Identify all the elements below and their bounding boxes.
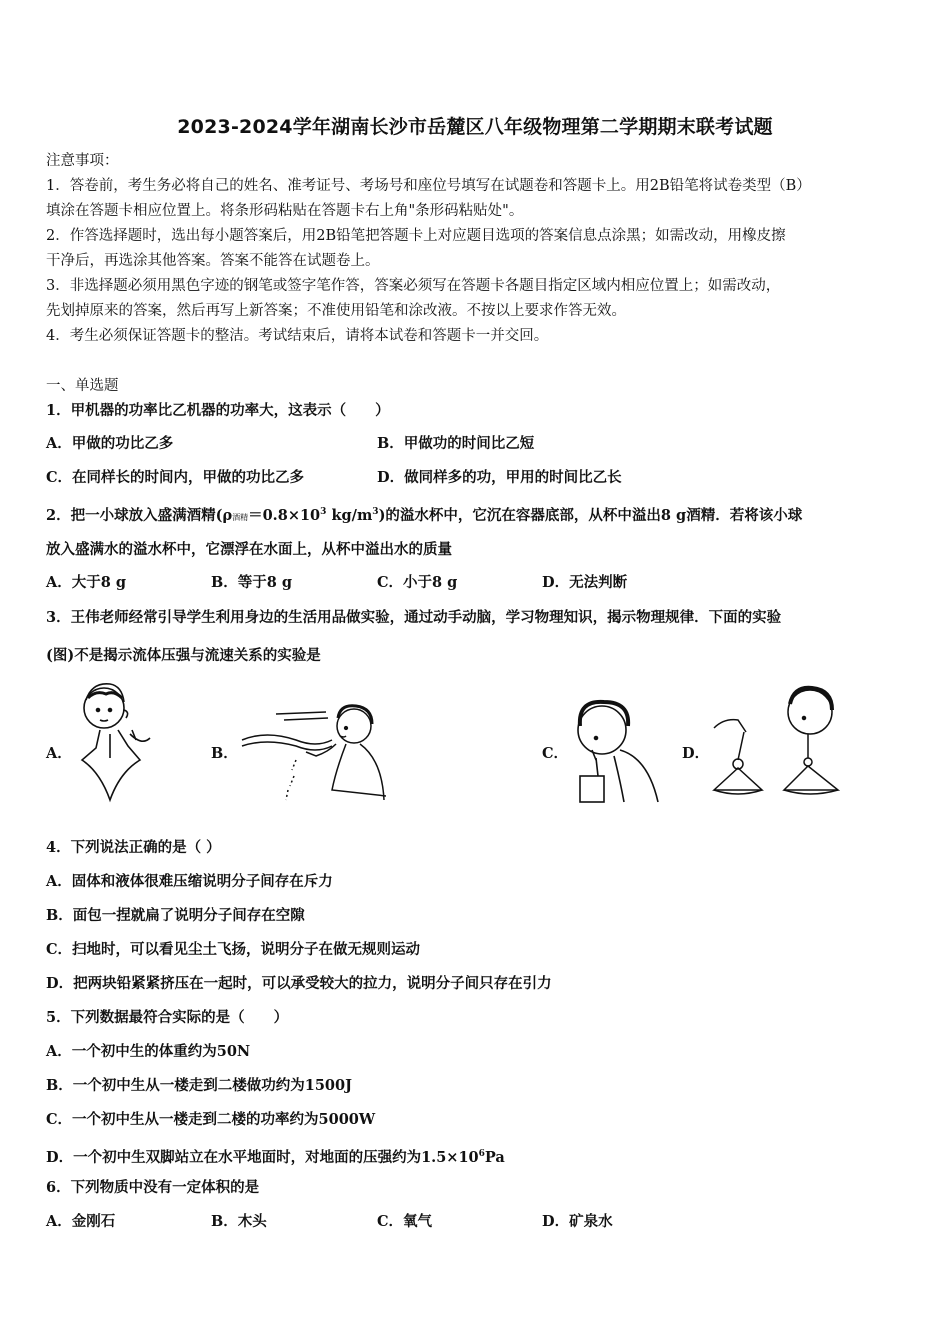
q5-option-b[interactable]: B．一个初中生从一楼走到二楼做功约为1500J [46, 1077, 352, 1094]
notes-line: 1．答卷前，考生务必将自己的姓名、准考证号、考场号和座位号填写在试题卷和答题卡上。用2B铅笔将试卷类型（B） [46, 178, 811, 194]
q1-option-b[interactable]: B．甲做功的时间比乙短 [377, 435, 535, 452]
q6-option-c[interactable]: C．氧气 [377, 1213, 433, 1230]
page-title: 2023-2024学年湖南长沙市岳麓区八年级物理第二学期期末联考试题 [177, 116, 773, 138]
q5-stem: 5．下列数据最符合实际的是（ ） [46, 1009, 289, 1026]
q2-stem: 2．把一小球放入盛满酒精(ρ酒精$=0.8\times 10^3$ $kg/m^3$)的溢水杯中，它沉在容器底部，从杯中溢出8 g酒精．若将该小球 [46, 506, 803, 524]
q1-option-d[interactable]: D．做同样多的功，甲用的时间比乙长 [377, 469, 622, 486]
q1-option-c[interactable]: C．在同样长的时间内，甲做的功比乙多 [46, 469, 305, 486]
q3-figure-b [236, 700, 386, 808]
q6-option-d[interactable]: D．矿泉水 [542, 1213, 613, 1230]
notes-heading: 注意事项： [46, 153, 119, 169]
q4-option-d[interactable]: D．把两块铅紧紧挤压在一起时，可以承受较大的拉力，说明分子间只存在引力 [46, 975, 552, 992]
q5-option-d[interactable]: D．一个初中生双脚站立在水平地面时，对地面的压强约为$1.5\times 10^6Pa$ [46, 1148, 505, 1166]
q3-option-b[interactable]: B． [211, 745, 238, 762]
notes-line: 填涂在答题卡相应位置上。将条形码粘贴在答题卡右上角"条形码粘贴处"。 [46, 203, 524, 219]
notes-line: 3．非选择题必须用黑色字迹的钢笔或签字笔作答，答案必须写在答题卡各题目指定区域内相应位置上；如需改动， [46, 278, 781, 294]
q3-stem-line2: (图)不是揭示流体压强与流速关系的实验是 [46, 647, 321, 664]
section-heading: 一、单选题 [46, 378, 119, 394]
q4-option-a[interactable]: A．固体和液体很难压缩说明分子间存在斥力 [46, 873, 333, 890]
q2-option-a[interactable]: A．大于8 g [46, 574, 127, 591]
q5-option-a[interactable]: A．一个初中生的体重约为50N [46, 1043, 251, 1060]
q3-figure-d [708, 682, 858, 806]
q2-option-d[interactable]: D．无法判断 [542, 574, 628, 591]
notes-line: 4．考生必须保证答题卡的整洁。考试结束后，请将本试卷和答题卡一并交回。 [46, 328, 549, 344]
q4-option-b[interactable]: B．面包一捏就扁了说明分子间存在空隙 [46, 907, 305, 924]
q3-figure-a [70, 676, 156, 808]
q2-option-b[interactable]: B．等于8 g [211, 574, 293, 591]
q3-stem: 3．王伟老师经常引导学生利用身边的生活用品做实验，通过动手动脑，学习物理知识，揭示物理规律．下面的实验 [46, 609, 782, 626]
q4-option-c[interactable]: C．扫地时，可以看见尘土飞扬，说明分子在做无规则运动 [46, 941, 421, 958]
q3-option-d[interactable]: D． [682, 745, 710, 762]
q1-option-a[interactable]: A．甲做的功比乙多 [46, 435, 174, 452]
q5-option-c[interactable]: C．一个初中生从一楼走到二楼的功率约为5000W [46, 1111, 376, 1128]
q1-stem: 1．甲机器的功率比乙机器的功率大，这表示（ ） [46, 402, 390, 419]
q4-stem: 4．下列说法正确的是（ ） [46, 839, 221, 856]
notes-line: 先划掉原来的答案，然后再写上新答案；不准使用铅笔和涂改液。不按以上要求作答无效。 [46, 303, 626, 319]
q3-option-a[interactable]: A． [46, 745, 72, 762]
q6-option-b[interactable]: B．木头 [211, 1213, 267, 1230]
notes-line: 2．作答选择题时，选出每小题答案后，用2B铅笔把答题卡上对应题目选项的答案信息点涂黑；如需改动，用橡皮擦 [46, 228, 786, 244]
q6-option-a[interactable]: A．金刚石 [46, 1213, 116, 1230]
q6-stem: 6．下列物质中没有一定体积的是 [46, 1179, 260, 1196]
notes-line: 干净后，再选涂其他答案。答案不能答在试题卷上。 [46, 253, 380, 269]
q2-option-c[interactable]: C．小于8 g [377, 574, 458, 591]
q3-option-c[interactable]: C． [542, 745, 569, 762]
q3-figure-c [568, 690, 664, 806]
q2-stem-line2: 放入盛满水的溢水杯中，它漂浮在水面上，从杯中溢出水的质量 [46, 541, 452, 558]
